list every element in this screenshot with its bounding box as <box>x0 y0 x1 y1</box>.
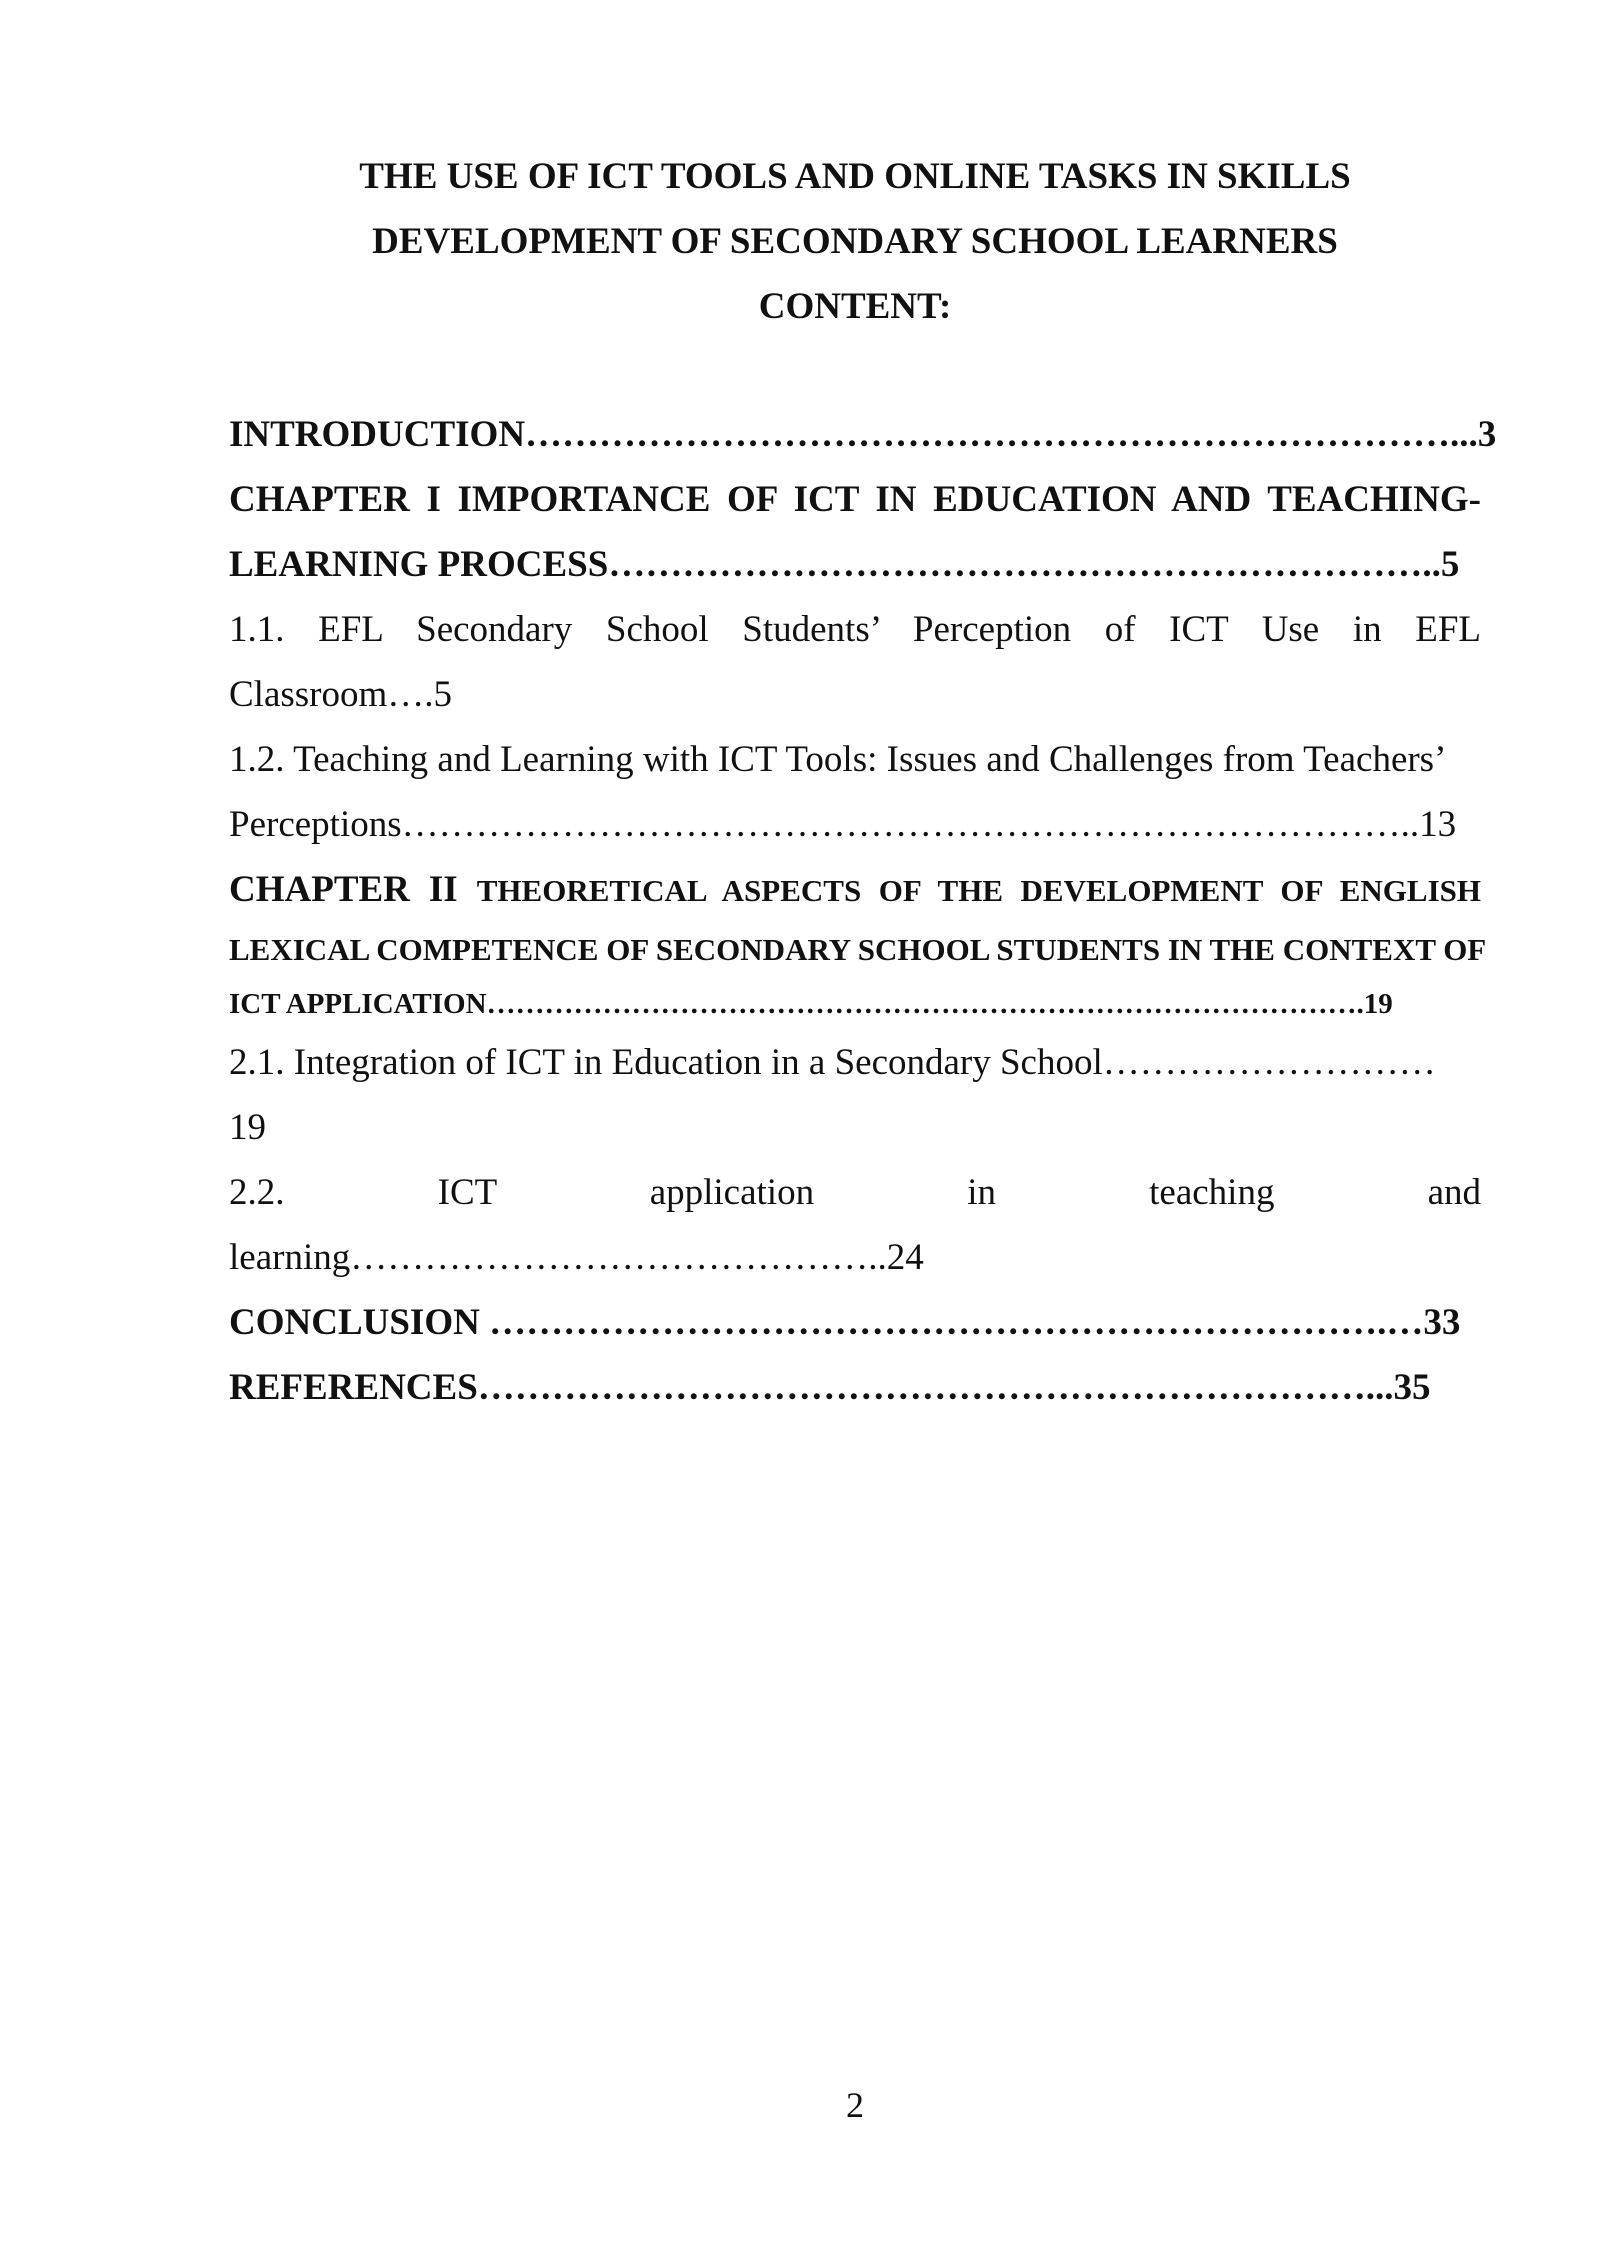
table-of-contents <box>229 402 1497 1420</box>
page-number: 2 <box>846 2085 864 2125</box>
toc-entry-chapter-2-line-2[interactable]: LEXICAL COMPETENCE OF SECONDARY SCHOOL STUDENTS IN THE CONTEXT OF <box>229 932 1487 967</box>
toc-entry-introduction[interactable]: INTRODUCTION…………………………………………………………………...3 <box>229 414 1497 455</box>
toc-entry-chapter-1-line-2[interactable]: LEARNING PROCESS…………………………………………………………..5 <box>229 544 1460 585</box>
toc-entry-section-1-1-line-1[interactable]: 1.1. EFL Secondary School Students’ Perception of ICT Use in EFL <box>229 609 1481 650</box>
toc-entry-chapter-2-line-3[interactable]: ICT APPLICATION……………………………………………………………………………….19 <box>229 988 1393 1020</box>
toc-entry-chapter-1-line-1[interactable]: CHAPTER I IMPORTANCE OF ICT IN EDUCATION AND TEACHING- <box>229 479 1481 520</box>
toc-entry-conclusion[interactable]: CONCLUSION ……………………………………………………………….…33 <box>229 1302 1461 1343</box>
toc-entry-chapter-2-line-1[interactable] <box>229 857 1481 922</box>
toc-entry-section-1-2-line-2[interactable]: Perceptions………………………………………………………………………..13 <box>229 804 1457 845</box>
toc-entry-section-2-2-line-2[interactable]: learning……………………………………..24 <box>229 1237 924 1278</box>
toc-entry-section-2-2-line-1[interactable]: 2.2. ICT application in teaching and <box>229 1172 1481 1213</box>
toc-entry-section-1-1-line-2[interactable]: Classroom….5 <box>229 674 453 715</box>
chapter-2-label: CHAPTER II <box>229 869 458 910</box>
document-title-block <box>230 144 1480 339</box>
toc-entry-section-2-1-line-2[interactable]: 19 <box>229 1107 266 1148</box>
contents-heading: CONTENT: <box>758 286 952 327</box>
document-title-line-2: DEVELOPMENT OF SECONDARY SCHOOL LEARNERS <box>372 221 1338 262</box>
toc-entry-section-2-1-line-1[interactable]: 2.1. Integration of ICT in Education in a Secondary School……………………… <box>229 1042 1436 1083</box>
chapter-2-title-part-1: THEORETICAL ASPECTS OF THE DEVELOPMENT OF ENGLISH <box>476 873 1482 908</box>
toc-entry-references[interactable]: REFERENCES………………………………………………………………...35 <box>229 1367 1431 1408</box>
toc-entry-section-1-2-line-1[interactable]: 1.2. Teaching and Learning with ICT Tools: Issues and Challenges from Teachers’ <box>229 739 1447 780</box>
document-title-line-1: THE USE OF ICT TOOLS AND ONLINE TASKS IN SKILLS <box>359 156 1351 197</box>
